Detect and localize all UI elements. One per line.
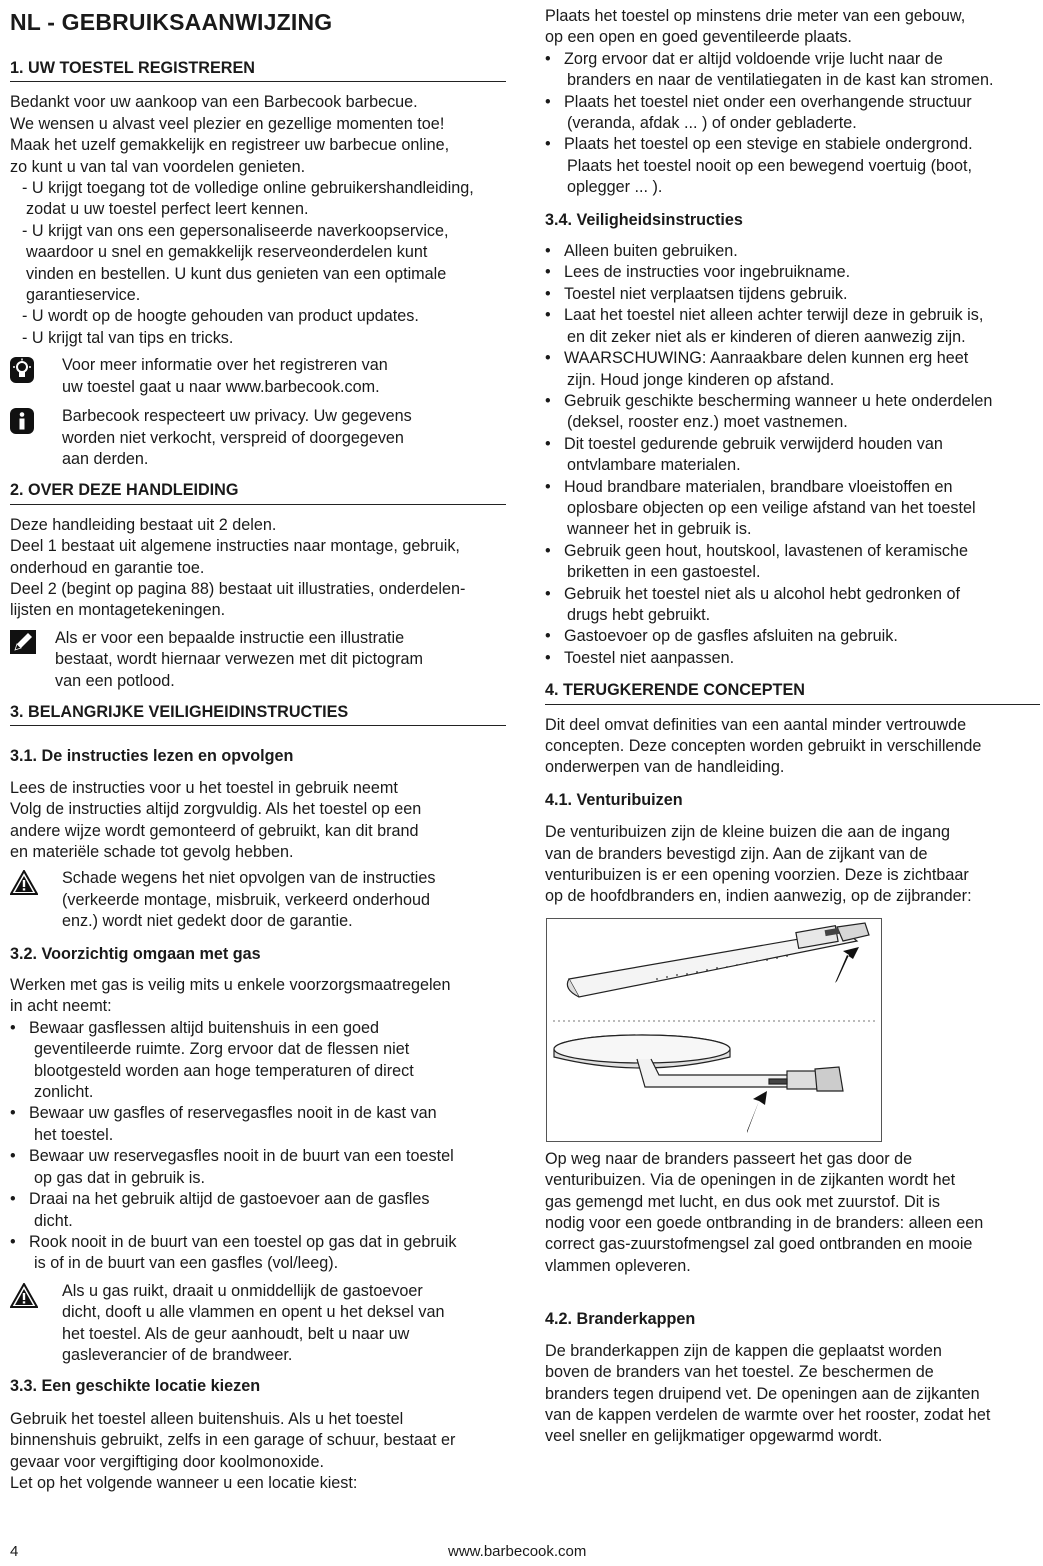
list-item (545, 262, 1040, 283)
privacy-text: Barbecook respecteert uw privacy. Uw gegevens (62, 407, 412, 426)
section-3-1-text (10, 778, 506, 864)
list-item-line: • Bewaar uw reservegasfles nooit in de buurt van een toestel (29, 1147, 454, 1166)
tip-note (10, 355, 506, 398)
list-item-line: wanneer het in gebruik is. (567, 520, 752, 539)
venturi-drawing (547, 919, 881, 1141)
privacy-note (10, 406, 506, 470)
text-line: op een open en goed geventileerde plaats. (545, 28, 852, 47)
text-line: boven de branders van het toestel. Ze beschermen de (545, 1363, 934, 1382)
list-item-line: • Gebruik geschikte bescherming wanneer u hete onderdelen (564, 391, 993, 410)
pencil-note-text: van een potlood. (55, 671, 175, 690)
text-line: Werken met gas is veilig mits u enkele voorzorgsmaatregelen (10, 976, 451, 995)
benefit-list (10, 178, 506, 349)
warning-text: Schade wegens het niet opvolgen van de instructies (62, 869, 436, 888)
list-item-line: • Dit toestel gedurende gebruik verwijderd houden van (564, 434, 943, 453)
list-item (545, 626, 1040, 647)
list-item (545, 134, 1040, 198)
warning-text: het toestel. Als de geur aanhoudt, belt u naar uw (62, 1324, 410, 1343)
text-line: Dit deel omvat definities van een aantal minder vertrouwde (545, 715, 967, 734)
list-item (545, 241, 1040, 262)
warning-text: enz.) wordt niet gedekt door de garantie. (62, 912, 353, 931)
text-line: Lees de instructies voor u het toestel in gebruik neemt (10, 778, 398, 797)
text-line: We wensen u alvast veel plezier en gezellige momenten toe! (10, 114, 445, 133)
section-3-3-continued (545, 6, 1040, 49)
list-item-line: • Houd brandbare materialen, brandbare vloeistoffen en (564, 477, 953, 496)
list-item-line: • Toestel niet verplaatsen tijdens gebruik. (564, 284, 848, 303)
list-item (545, 584, 1040, 627)
list-item-line: zonlicht. (34, 1083, 94, 1102)
section-3-2-heading: 3.2. Voorzichtig omgaan met gas (10, 944, 261, 963)
section-3-3-text (10, 1409, 506, 1495)
text-line: binnenshuis gebruikt, zelfs in een garage of schuur, bestaat er (10, 1431, 456, 1450)
list-item-line: het toestel. (34, 1125, 114, 1144)
section-3-heading: 3. BELANGRIJKE VEILIGHEIDINSTRUCTIES (10, 702, 506, 726)
text-line: op de hoofdbranders en, indien aanwezig, op de zijbrander: (545, 887, 972, 906)
list-item-line: drugs hebt gebruikt. (567, 605, 711, 624)
section-1-intro (10, 92, 506, 178)
list-item-line: • Bewaar uw gasfles of reservegasfles nooit in de kast van (29, 1104, 437, 1123)
text-line: Plaats het toestel op minstens drie meter van een gebouw, (545, 7, 966, 25)
pencil-note-text: Als er voor een bepaalde instructie een illustratie (55, 628, 405, 647)
pencil-note (10, 628, 506, 692)
list-item-line: en dit zeker niet als er kinderen of dieren aanwezig zijn. (567, 327, 966, 346)
benefit-item: - U wordt op de hoogte gehouden van product updates. (10, 306, 506, 327)
list-item-line: • Rook nooit in de buurt van een toestel op gas dat in gebruik (29, 1232, 457, 1251)
benefit-item-cont: garantieservice. (26, 286, 141, 305)
text-line: De venturibuizen zijn de kleine buizen die aan de ingang (545, 823, 950, 842)
list-item-line: (deksel, rooster enz.) moet vastnemen. (567, 413, 848, 432)
list-item-line: • Bewaar gasflessen altijd buitenshuis in een goed (29, 1018, 380, 1037)
list-item-line: • Laat het toestel niet alleen achter terwijl deze in gebruik is, (564, 306, 984, 325)
list-item-line: • Toestel niet aanpassen. (564, 648, 735, 667)
list-item-line: • Gastoevoer op de gasfles afsluiten na gebruik. (564, 627, 898, 646)
section-4-2-heading: 4.2. Branderkappen (545, 1310, 696, 1329)
list-item-line: zijn. Houd jonge kinderen op afstand. (567, 370, 835, 389)
section-3-3-heading: 3.3. Een geschikte locatie kiezen (10, 1377, 261, 1396)
list-item-line: • WAARSCHUWING: Aanraakbare delen kunnen erg heet (564, 349, 969, 368)
list-item (10, 1103, 506, 1146)
text-line: andere wijze wordt gemonteerd of gebruikt, kan dit brand (10, 821, 419, 840)
text-line: Op weg naar de branders passeert het gas door de (545, 1149, 913, 1168)
location-list (545, 49, 1040, 199)
warning-note-gas (10, 1281, 506, 1367)
text-line: onderwerpen van de handleiding. (545, 758, 785, 777)
list-item-line: briketten in een gastoestel. (567, 563, 761, 582)
text-line: Deel 1 bestaat uit algemene instructies naar montage, gebruik, (10, 537, 460, 556)
text-line: in acht neemt: (10, 997, 112, 1016)
list-item-line: • Alleen buiten gebruiken. (564, 242, 738, 261)
warning-icon (10, 1281, 62, 1314)
page-number: 4 (10, 1543, 19, 1560)
warning-text: dicht, dooft u alle vlammen en opent u het deksel van (62, 1303, 445, 1322)
text-line: venturibuizen is er een opening voorzien. Deze is zichtbaar (545, 866, 969, 885)
list-item-line: • Gebruik het toestel niet als u alcohol hebt gedronken of (564, 584, 960, 603)
text-line: concepten. Deze concepten worden gebruikt in verschillende (545, 737, 982, 755)
text-line: Deze handleiding bestaat uit 2 delen. (10, 515, 277, 534)
list-item-line: oplegger ... ). (567, 178, 663, 197)
text-line: zo kunt u van tal van voordelen genieten. (10, 157, 306, 176)
text-line: correct gas-zuurstofmengsel zal goed ontbranden en mooie (545, 1235, 973, 1254)
section-4-1-after (545, 1149, 1040, 1277)
text-line: Gebruik het toestel alleen buitenshuis. Als u het toestel (10, 1409, 404, 1428)
text-line: nodig voor een goede ontbranding in de branders: alleen een (545, 1214, 984, 1233)
benefit-item: - U krijgt toegang tot de volledige online gebruikershandleiding, (10, 178, 506, 199)
text-line: van de branders bevestigd zijn. Aan de zijkant van de (545, 844, 928, 863)
text-line: Bedankt voor uw aankoop van een Barbecook barbecue. (10, 93, 418, 112)
benefit-item: - U krijgt tal van tips en tricks. (10, 328, 506, 349)
list-item-line: • Zorg ervoor dat er altijd voldoende vrije lucht naar de (564, 49, 943, 68)
safety-instructions-list (545, 241, 1040, 669)
list-item (10, 1232, 506, 1275)
list-item-line: • Gebruik geen hout, houtskool, lavastenen of keramische (564, 541, 969, 560)
list-item-line: op gas dat in gebruik is. (34, 1168, 205, 1187)
text-line: onderhoud en garantie toe. (10, 558, 205, 577)
right-column (545, 6, 1040, 1448)
text-line: lijsten en montagetekeningen. (10, 601, 226, 620)
text-line: branders tegen druipend vet. De openingen aan de zijkanten (545, 1384, 980, 1403)
list-item-line: oplosbare objecten op een veilige afstand van het toestel (567, 498, 976, 517)
section-4-text (545, 715, 1040, 779)
list-item-line: Plaats het toestel nooit op een bewegend voertuig (boot, (567, 156, 972, 175)
list-item (545, 477, 1040, 541)
list-item-line: (veranda, afdak ... ) of onder gebladerte. (567, 114, 857, 133)
list-item (545, 391, 1040, 434)
list-item-line: • Lees de instructies voor ingebruikname. (564, 263, 851, 282)
text-line: vlammen opleveren. (545, 1256, 691, 1275)
text-line: venturibuizen. Via de openingen in de zijkanten wordt het (545, 1171, 956, 1190)
text-line: veel sneller en gelijkmatiger opgewarmd wordt. (545, 1427, 883, 1446)
text-line: De branderkappen zijn de kappen die geplaatst worden (545, 1341, 942, 1360)
arrow-icon (835, 947, 859, 983)
list-item (545, 92, 1040, 135)
left-column (10, 0, 506, 1494)
section-3-1-heading: 3.1. De instructies lezen en opvolgen (10, 747, 294, 766)
text-line: van de kappen verdelen de warmte over het rooster, zodat het (545, 1405, 991, 1424)
list-item-line: • Plaats het toestel op een stevige en stabiele ondergrond. (564, 135, 973, 154)
list-item (10, 1018, 506, 1104)
tip-text: uw toestel gaat u naar www.barbecook.com. (62, 377, 380, 396)
list-item-line: • Plaats het toestel niet onder een overhangende structuur (564, 92, 972, 111)
main-burner-tube (567, 923, 869, 997)
warning-text: Als u gas ruikt, draait u onmiddellijk de gastoevoer (62, 1281, 423, 1300)
text-line: Let op het volgende wanneer u een locatie kiest: (10, 1473, 358, 1492)
benefit-item-cont: vinden en bestellen. U kunt dus genieten van een optimale (26, 264, 447, 283)
benefit-item: - U krijgt van ons een gepersonaliseerde naverkoopservice, (10, 221, 506, 242)
warning-text: gasleverancier of de brandweer. (62, 1345, 293, 1364)
list-item (545, 648, 1040, 669)
pencil-note-text: bestaat, wordt hiernaar verwezen met dit pictogram (55, 650, 423, 669)
section-1-heading: 1. UW TOESTEL REGISTREREN (10, 58, 506, 82)
section-2-heading: 2. OVER DEZE HANDLEIDING (10, 480, 506, 504)
section-3-4-heading: 3.4. Veiligheidsinstructies (545, 210, 743, 229)
section-4-2-text (545, 1341, 1040, 1448)
list-item-line: dicht. (34, 1211, 73, 1230)
list-item (10, 1146, 506, 1189)
text-line: Deel 2 (begint op pagina 88) bestaat uit illustraties, onderdelen- (10, 579, 466, 598)
section-4-1-heading: 4.1. Venturibuizen (545, 790, 683, 809)
text-line: gevaar voor vergiftiging door koolmonoxide. (10, 1452, 325, 1471)
list-item (545, 541, 1040, 584)
list-item (545, 284, 1040, 305)
footer-website: www.barbecook.com (448, 1543, 587, 1560)
list-item-line: is of in de buurt van een gasfles (vol/leeg). (34, 1254, 339, 1273)
lightbulb-icon (10, 355, 62, 389)
venturi-illustration (546, 918, 882, 1142)
benefit-item-cont: zodat u uw toestel perfect leert kennen. (26, 200, 309, 219)
list-item (545, 305, 1040, 348)
list-item (545, 348, 1040, 391)
arrow-icon (747, 1091, 767, 1133)
list-item (545, 49, 1040, 92)
text-line: en materiële schade tot gevolg hebben. (10, 843, 294, 861)
list-item-line: ontvlambare materialen. (567, 456, 741, 475)
list-item-line: branders en naar de ventilatiegaten in de kast kan stromen. (567, 71, 994, 90)
warning-note-guarantee (10, 868, 506, 932)
side-burner (554, 1035, 843, 1091)
section-4-heading: 4. TERUGKERENDE CONCEPTEN (545, 680, 1040, 704)
section-2-text (10, 515, 506, 622)
text-line: Maak het uzelf gemakkelijk en registreer uw barbecue online, (10, 136, 450, 155)
section-3-2-text (10, 975, 506, 1018)
list-item (10, 1189, 506, 1232)
list-item-line: • Draai na het gebruik altijd de gastoevoer aan de gasfles (29, 1190, 430, 1209)
tip-text: Voor meer informatie over het registreren van (62, 356, 388, 375)
privacy-text: aan derden. (62, 449, 149, 468)
text-line: Volg de instructies altijd zorgvuldig. Als het toestel op een (10, 800, 422, 819)
text-line: gas gemengd met lucht, en dus ook met zuurstof. Dit is (545, 1192, 940, 1211)
privacy-text: worden niet verkocht, verspreid of doorgegeven (62, 428, 404, 447)
list-item-line: geventileerde ruimte. Zorg ervoor dat de flessen niet (34, 1040, 410, 1059)
info-icon (10, 406, 62, 440)
pencil-icon (10, 628, 55, 660)
warning-text: (verkeerde montage, misbruik, verkeerd onderhoud (62, 890, 431, 909)
page-title: NL - GEBRUIKSAANWIJZING (10, 9, 333, 35)
section-4-1-text (545, 822, 1040, 908)
list-item-line: blootgesteld worden aan hoge temperaturen of direct (34, 1061, 414, 1080)
warning-icon (10, 868, 62, 901)
benefit-item-cont: waardoor u snel en gemakkelijk reserveonderdelen kunt (26, 243, 428, 262)
gas-safety-list (10, 1018, 506, 1275)
list-item (545, 434, 1040, 477)
